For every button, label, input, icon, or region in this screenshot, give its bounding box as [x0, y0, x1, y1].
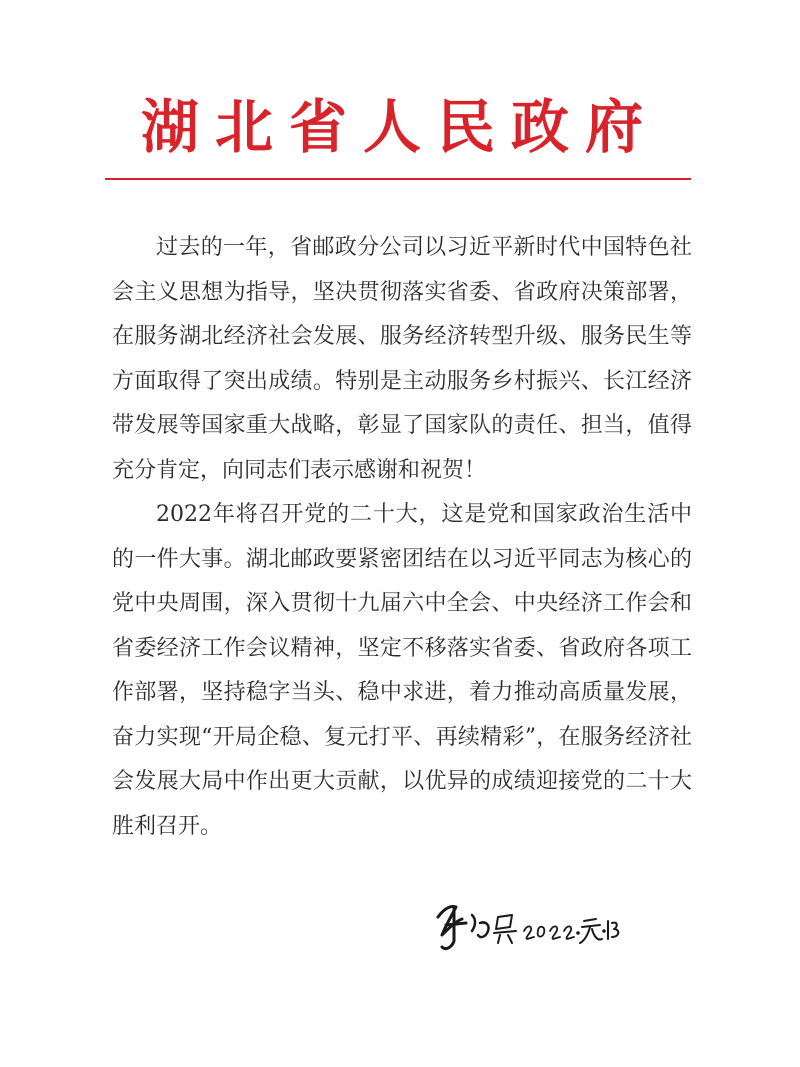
paragraph-1: 过去的一年，省邮政分公司以习近平新时代中国特色社会主义思想为指导，坚决贯彻落实省委、省政府决策部署，在服务湖北经济社会发展、服务经济转型升级、服务民生等方面取得了突出成绩。特别是主动服务乡村振兴、长江经济带发展等国家重大战略，彰显了国家队的责任、担当，值得充分肯定，向同志们表示感谢和祝贺！ — [112, 235, 692, 483]
letterhead-divider — [105, 178, 691, 180]
paragraph-2: 2022年将召开党的二十大，这是党和国家政治生活中的一件大事。湖北邮政要紧密团结在以习近平同志为核心的党中央周围，深入贯彻十九届六中全会、中央经济工作会和省委经济工作会议精神，坚定不移落实省委、省政府各项工作部署，坚持稳字当头、稳中求进，着力推动高质量发展，奋力实现“开局企稳、复元打平、再续精彩”，在服务经济社会发展大局中作出更大贡献，以优异的成绩迎接党的二十大胜利召开。 — [112, 502, 692, 839]
letter-body — [112, 226, 692, 849]
handwritten-signature — [432, 895, 622, 955]
letterhead-title: 湖北省人民政府 — [140, 93, 659, 161]
